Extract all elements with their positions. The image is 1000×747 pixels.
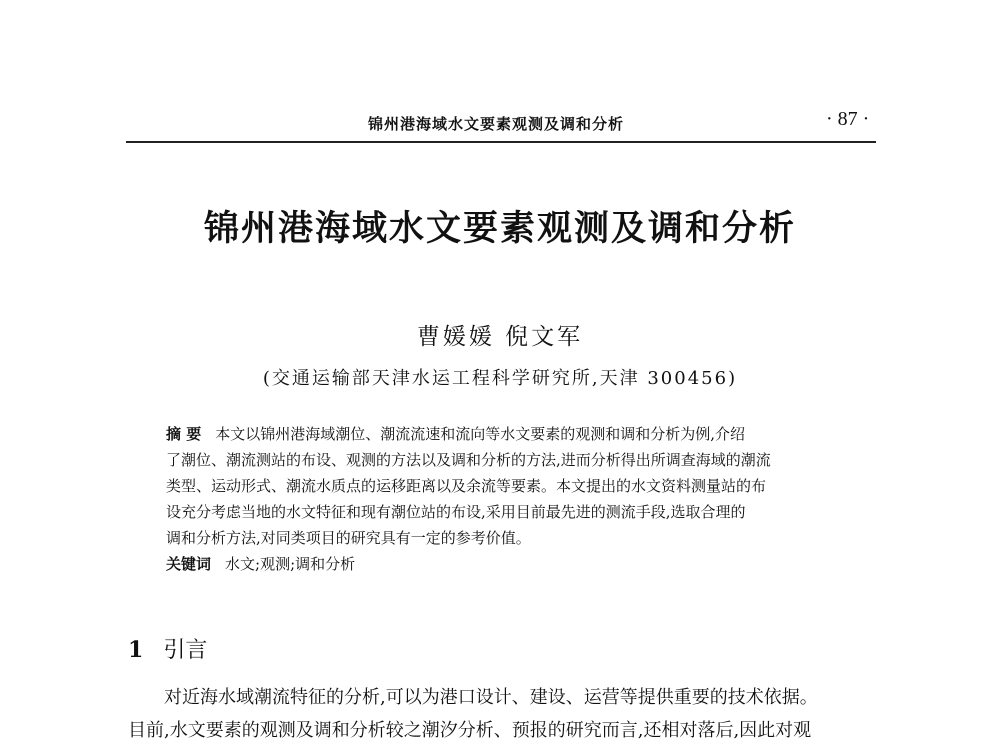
authors: 曹媛媛 倪文军 <box>416 324 584 350</box>
abstract-line: 调和分析方法,对同类项目的研究具有一定的参考价值。 <box>166 529 531 547</box>
abstract-block <box>166 421 866 577</box>
page-number: · 87 · <box>826 108 870 130</box>
body-text <box>128 681 898 747</box>
abstract-label: 摘 要 <box>166 425 202 443</box>
running-header: 锦州港海域水文要素观测及调和分析 <box>368 115 625 133</box>
abstract-line: 了潮位、潮流测站的布设、观测的方法以及调和分析的方法,进而分析得出所调查海域的潮流 <box>166 451 771 469</box>
abstract-text: 本文以锦州港海域潮位、潮流流速和流向等水文要素的观测和调和分析为例,介绍 <box>215 425 746 443</box>
keywords-value: 水文;观测;调和分析 <box>225 555 356 573</box>
section-title: 引言 <box>163 638 208 663</box>
section-heading <box>128 633 207 664</box>
keywords-label: 关键词 <box>166 555 212 573</box>
affiliation: (交通运输部天津水运工程科学研究所,天津 300456) <box>262 368 738 389</box>
keywords-line <box>166 551 866 577</box>
body-line: 目前,水文要素的观测及调和分析较之潮汐分析、预报的研究而言,还相对落后,因此对观 <box>128 720 812 741</box>
body-line-text: 对近海水域潮流特征的分析,可以为港口设计、建设、运营等提供重要的技术依据。 <box>164 687 818 708</box>
abstract-line: 类型、运动形式、潮流水质点的运移距离以及余流等要素。本文提出的水文资料测量站的布 <box>166 477 767 495</box>
abstract-line: 设充分考虑当地的水文特征和现有潮位站的布设,采用目前最先进的测流手段,选取合理的 <box>166 503 746 521</box>
paper-title: 锦州港海域水文要素观测及调和分析 <box>203 209 796 249</box>
header-rule <box>126 141 876 143</box>
section-number: 1 <box>128 637 144 663</box>
body-line <box>128 681 898 714</box>
abstract-line <box>166 421 866 447</box>
